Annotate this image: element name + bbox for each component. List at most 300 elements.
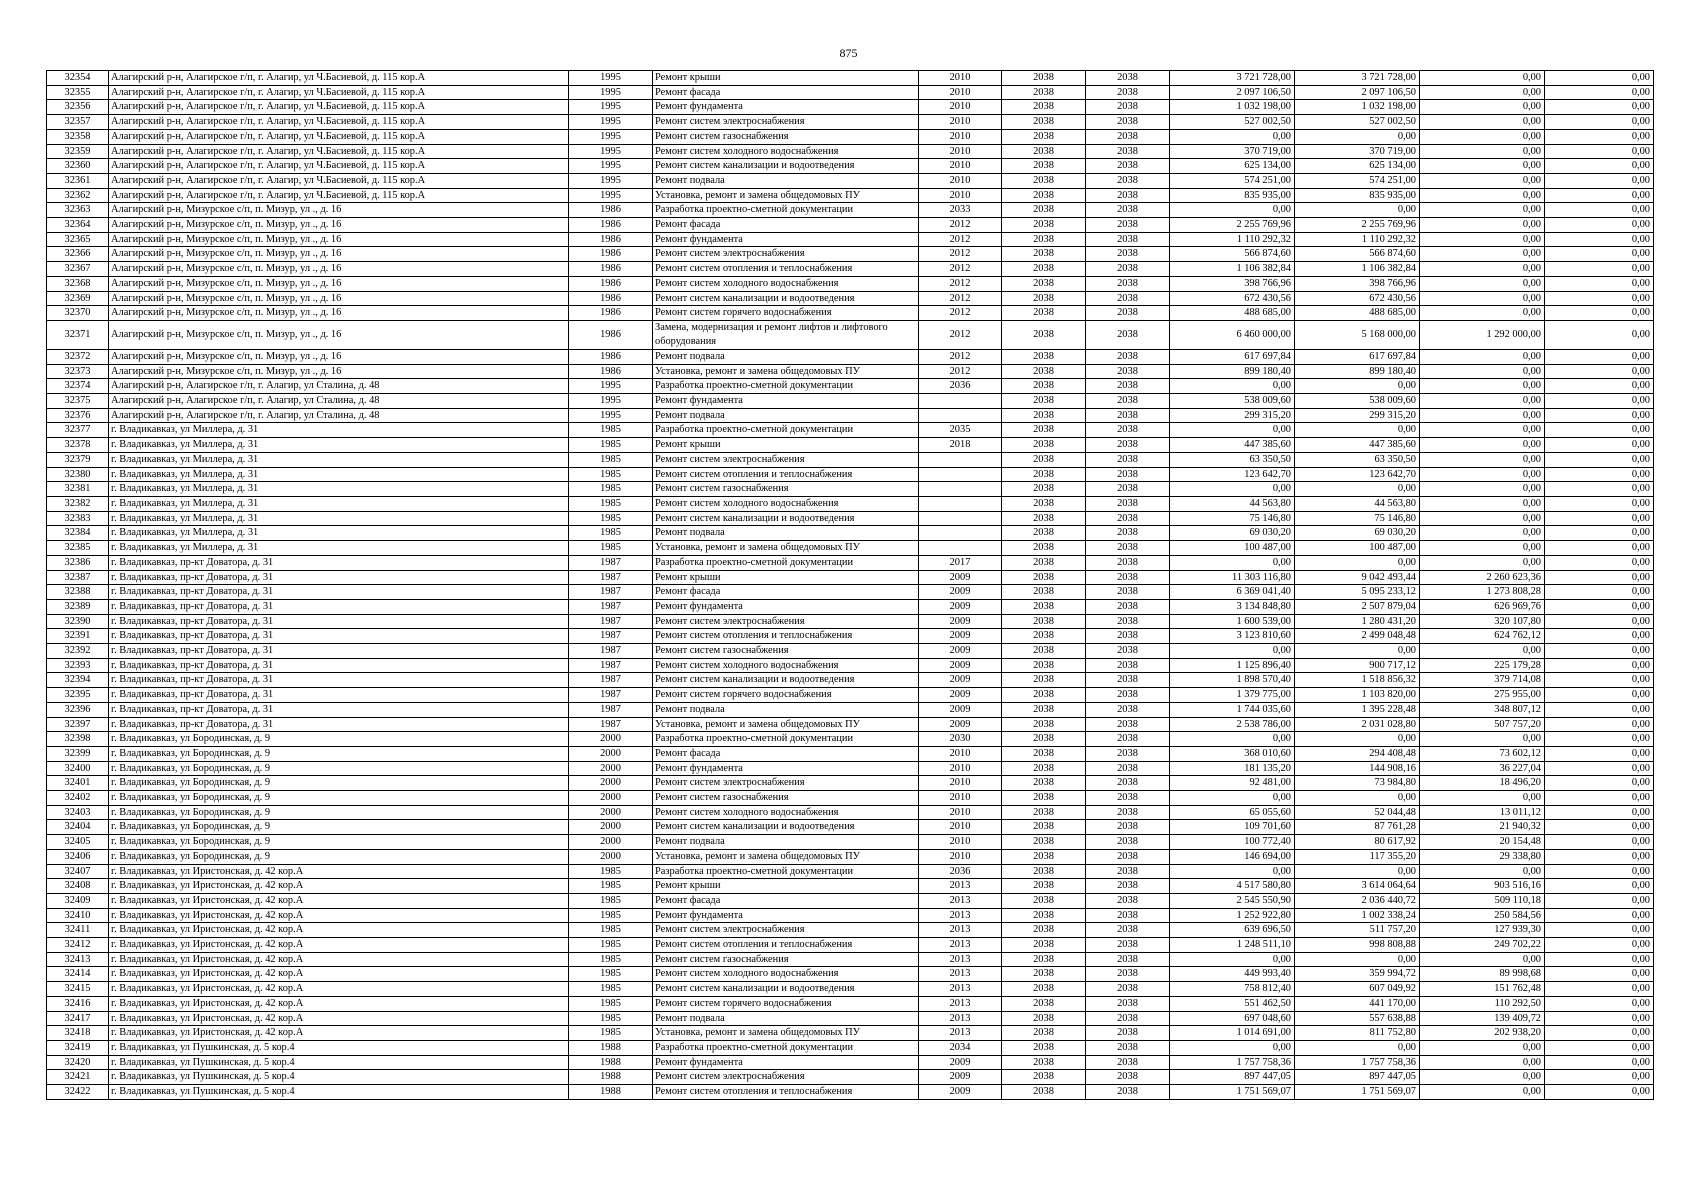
plan-year-from-cell: 2038 [1002, 717, 1086, 732]
work-type-cell: Ремонт систем холодного водоснабжения [653, 967, 919, 982]
budget-cost-cell: 0,00 [1420, 203, 1545, 218]
table-row [47, 159, 1654, 174]
other-cost-cell: 0,00 [1545, 100, 1654, 115]
address-cell: г. Владикавказ, пр-кт Доватора, д. 31 [109, 599, 569, 614]
plan-year-from-cell: 2038 [1002, 746, 1086, 761]
row-number-cell: 32365 [47, 232, 109, 247]
other-cost-cell: 0,00 [1545, 71, 1654, 86]
table-row [47, 629, 1654, 644]
row-number-cell: 32383 [47, 511, 109, 526]
budget-cost-cell: 0,00 [1420, 159, 1545, 174]
plan-year-from-cell: 2038 [1002, 541, 1086, 556]
budget-cost-cell: 0,00 [1420, 129, 1545, 144]
last-repair-year-cell: 2012 [919, 247, 1002, 262]
row-number-cell: 32391 [47, 629, 109, 644]
plan-year-to-cell: 2038 [1086, 849, 1170, 864]
address-cell: г. Владикавказ, пр-кт Доватора, д. 31 [109, 570, 569, 585]
plan-year-from-cell: 2038 [1002, 864, 1086, 879]
last-repair-year-cell: 2009 [919, 1070, 1002, 1085]
plan-year-to-cell: 2038 [1086, 702, 1170, 717]
fund-cost-cell: 1 110 292,32 [1295, 232, 1420, 247]
table-row [47, 746, 1654, 761]
build-year-cell: 1987 [569, 702, 653, 717]
row-number-cell: 32356 [47, 100, 109, 115]
total-cost-cell: 538 009,60 [1170, 394, 1295, 409]
table-body [47, 71, 1654, 1100]
other-cost-cell: 0,00 [1545, 276, 1654, 291]
total-cost-cell: 0,00 [1170, 423, 1295, 438]
row-number-cell: 32417 [47, 1011, 109, 1026]
row-number-cell: 32392 [47, 644, 109, 659]
address-cell: Алагирский р-н, Алагирское г/п, г. Алагир, ул Ч.Басиевой, д. 115 кор.А [109, 144, 569, 159]
row-number-cell: 32363 [47, 203, 109, 218]
budget-cost-cell: 0,00 [1420, 364, 1545, 379]
plan-year-to-cell: 2038 [1086, 173, 1170, 188]
build-year-cell: 1987 [569, 658, 653, 673]
build-year-cell: 1995 [569, 188, 653, 203]
work-type-cell: Ремонт подвала [653, 173, 919, 188]
fund-cost-cell: 811 752,80 [1295, 1026, 1420, 1041]
build-year-cell: 2000 [569, 849, 653, 864]
total-cost-cell: 488 685,00 [1170, 306, 1295, 321]
plan-year-to-cell: 2038 [1086, 761, 1170, 776]
budget-cost-cell: 110 292,50 [1420, 996, 1545, 1011]
plan-year-from-cell: 2038 [1002, 879, 1086, 894]
work-type-cell: Ремонт крыши [653, 71, 919, 86]
fund-cost-cell: 52 044,48 [1295, 805, 1420, 820]
work-type-cell: Разработка проектно-сметной документации [653, 203, 919, 218]
capital-repair-table [46, 70, 1654, 1100]
fund-cost-cell: 370 719,00 [1295, 144, 1420, 159]
plan-year-from-cell: 2038 [1002, 923, 1086, 938]
fund-cost-cell: 574 251,00 [1295, 173, 1420, 188]
budget-cost-cell: 0,00 [1420, 306, 1545, 321]
plan-year-to-cell: 2038 [1086, 938, 1170, 953]
plan-year-to-cell: 2038 [1086, 1055, 1170, 1070]
budget-cost-cell: 29 338,80 [1420, 849, 1545, 864]
row-number-cell: 32418 [47, 1026, 109, 1041]
build-year-cell: 1988 [569, 1085, 653, 1100]
fund-cost-cell: 69 030,20 [1295, 526, 1420, 541]
table-row [47, 1085, 1654, 1100]
work-type-cell: Ремонт фасада [653, 218, 919, 233]
last-repair-year-cell: 2010 [919, 849, 1002, 864]
other-cost-cell: 0,00 [1545, 173, 1654, 188]
budget-cost-cell: 626 969,76 [1420, 599, 1545, 614]
build-year-cell: 1987 [569, 644, 653, 659]
total-cost-cell: 566 874,60 [1170, 247, 1295, 262]
table-row [47, 379, 1654, 394]
table-row [47, 320, 1654, 349]
build-year-cell: 1985 [569, 908, 653, 923]
budget-cost-cell: 13 011,12 [1420, 805, 1545, 820]
build-year-cell: 1985 [569, 1011, 653, 1026]
fund-cost-cell: 100 487,00 [1295, 541, 1420, 556]
budget-cost-cell: 0,00 [1420, 349, 1545, 364]
build-year-cell: 1985 [569, 864, 653, 879]
other-cost-cell: 0,00 [1545, 1026, 1654, 1041]
plan-year-from-cell: 2038 [1002, 379, 1086, 394]
plan-year-from-cell: 2038 [1002, 452, 1086, 467]
plan-year-to-cell: 2038 [1086, 71, 1170, 86]
work-type-cell: Установка, ремонт и замена общедомовых ПУ [653, 364, 919, 379]
last-repair-year-cell: 2012 [919, 276, 1002, 291]
other-cost-cell: 0,00 [1545, 614, 1654, 629]
plan-year-to-cell: 2038 [1086, 879, 1170, 894]
plan-year-to-cell: 2038 [1086, 629, 1170, 644]
work-type-cell: Ремонт фундамента [653, 761, 919, 776]
other-cost-cell: 0,00 [1545, 658, 1654, 673]
last-repair-year-cell [919, 482, 1002, 497]
work-type-cell: Ремонт систем электроснабжения [653, 923, 919, 938]
row-number-cell: 32402 [47, 791, 109, 806]
work-type-cell: Ремонт систем горячего водоснабжения [653, 688, 919, 703]
total-cost-cell: 639 696,50 [1170, 923, 1295, 938]
budget-cost-cell: 2 260 623,36 [1420, 570, 1545, 585]
plan-year-to-cell: 2038 [1086, 644, 1170, 659]
address-cell: г. Владикавказ, ул Миллера, д. 31 [109, 438, 569, 453]
budget-cost-cell: 0,00 [1420, 555, 1545, 570]
total-cost-cell: 1 898 570,40 [1170, 673, 1295, 688]
address-cell: Алагирский р-н, Алагирское г/п, г. Алагир, ул Сталина, д. 48 [109, 408, 569, 423]
work-type-cell: Ремонт фундамента [653, 232, 919, 247]
plan-year-to-cell: 2038 [1086, 482, 1170, 497]
work-type-cell: Ремонт систем электроснабжения [653, 452, 919, 467]
total-cost-cell: 2 255 769,96 [1170, 218, 1295, 233]
other-cost-cell: 0,00 [1545, 673, 1654, 688]
fund-cost-cell: 1 103 820,00 [1295, 688, 1420, 703]
budget-cost-cell: 0,00 [1420, 262, 1545, 277]
address-cell: г. Владикавказ, ул Иристонская, д. 42 кор.А [109, 879, 569, 894]
plan-year-to-cell: 2038 [1086, 452, 1170, 467]
fund-cost-cell: 144 908,16 [1295, 761, 1420, 776]
last-repair-year-cell: 2009 [919, 1055, 1002, 1070]
other-cost-cell: 0,00 [1545, 688, 1654, 703]
fund-cost-cell: 123 642,70 [1295, 467, 1420, 482]
plan-year-to-cell: 2038 [1086, 144, 1170, 159]
address-cell: Алагирский р-н, Алагирское г/п, г. Алагир, ул Ч.Басиевой, д. 115 кор.А [109, 188, 569, 203]
address-cell: г. Владикавказ, ул Миллера, д. 31 [109, 541, 569, 556]
plan-year-from-cell: 2038 [1002, 893, 1086, 908]
table-row [47, 511, 1654, 526]
address-cell: г. Владикавказ, ул Иристонская, д. 42 кор.А [109, 893, 569, 908]
plan-year-from-cell: 2038 [1002, 364, 1086, 379]
work-type-cell: Ремонт систем холодного водоснабжения [653, 496, 919, 511]
other-cost-cell: 0,00 [1545, 85, 1654, 100]
plan-year-from-cell: 2038 [1002, 805, 1086, 820]
plan-year-to-cell: 2038 [1086, 218, 1170, 233]
other-cost-cell: 0,00 [1545, 247, 1654, 262]
other-cost-cell: 0,00 [1545, 364, 1654, 379]
last-repair-year-cell: 2013 [919, 982, 1002, 997]
other-cost-cell: 0,00 [1545, 702, 1654, 717]
fund-cost-cell: 359 994,72 [1295, 967, 1420, 982]
fund-cost-cell: 0,00 [1295, 644, 1420, 659]
build-year-cell: 1985 [569, 1026, 653, 1041]
row-number-cell: 32409 [47, 893, 109, 908]
address-cell: г. Владикавказ, ул Миллера, д. 31 [109, 511, 569, 526]
row-number-cell: 32412 [47, 938, 109, 953]
address-cell: Алагирский р-н, Мизурское с/п, п. Мизур, ул ., д. 16 [109, 203, 569, 218]
table-row [47, 232, 1654, 247]
work-type-cell: Ремонт фасада [653, 746, 919, 761]
row-number-cell: 32389 [47, 599, 109, 614]
plan-year-from-cell: 2038 [1002, 1011, 1086, 1026]
budget-cost-cell: 0,00 [1420, 100, 1545, 115]
last-repair-year-cell: 2009 [919, 717, 1002, 732]
total-cost-cell: 625 134,00 [1170, 159, 1295, 174]
plan-year-to-cell: 2038 [1086, 423, 1170, 438]
row-number-cell: 32406 [47, 849, 109, 864]
total-cost-cell: 672 430,56 [1170, 291, 1295, 306]
address-cell: г. Владикавказ, ул Миллера, д. 31 [109, 482, 569, 497]
table-row [47, 982, 1654, 997]
last-repair-year-cell: 2010 [919, 71, 1002, 86]
other-cost-cell: 0,00 [1545, 1041, 1654, 1056]
work-type-cell: Ремонт фундамента [653, 599, 919, 614]
address-cell: Алагирский р-н, Мизурское с/п, п. Мизур, ул ., д. 16 [109, 218, 569, 233]
row-number-cell: 32371 [47, 320, 109, 349]
table-row [47, 835, 1654, 850]
budget-cost-cell: 139 409,72 [1420, 1011, 1545, 1026]
row-number-cell: 32397 [47, 717, 109, 732]
last-repair-year-cell: 2010 [919, 100, 1002, 115]
work-type-cell: Ремонт систем холодного водоснабжения [653, 144, 919, 159]
plan-year-to-cell: 2038 [1086, 996, 1170, 1011]
other-cost-cell: 0,00 [1545, 599, 1654, 614]
table-row [47, 188, 1654, 203]
table-row [47, 129, 1654, 144]
work-type-cell: Ремонт подвала [653, 702, 919, 717]
table-row [47, 85, 1654, 100]
plan-year-to-cell: 2038 [1086, 203, 1170, 218]
total-cost-cell: 299 315,20 [1170, 408, 1295, 423]
build-year-cell: 1985 [569, 938, 653, 953]
table-row [47, 761, 1654, 776]
plan-year-from-cell: 2038 [1002, 276, 1086, 291]
fund-cost-cell: 2 507 879,04 [1295, 599, 1420, 614]
table-row [47, 452, 1654, 467]
address-cell: Алагирский р-н, Мизурское с/п, п. Мизур, ул ., д. 16 [109, 232, 569, 247]
build-year-cell: 1987 [569, 599, 653, 614]
other-cost-cell: 0,00 [1545, 864, 1654, 879]
work-type-cell: Ремонт систем отопления и теплоснабжения [653, 467, 919, 482]
total-cost-cell: 92 481,00 [1170, 776, 1295, 791]
total-cost-cell: 0,00 [1170, 1041, 1295, 1056]
last-repair-year-cell: 2009 [919, 599, 1002, 614]
plan-year-from-cell: 2038 [1002, 644, 1086, 659]
row-number-cell: 32388 [47, 585, 109, 600]
total-cost-cell: 1 125 896,40 [1170, 658, 1295, 673]
total-cost-cell: 398 766,96 [1170, 276, 1295, 291]
total-cost-cell: 3 721 728,00 [1170, 71, 1295, 86]
row-number-cell: 32381 [47, 482, 109, 497]
table-row [47, 262, 1654, 277]
budget-cost-cell: 20 154,48 [1420, 835, 1545, 850]
fund-cost-cell: 607 049,92 [1295, 982, 1420, 997]
address-cell: Алагирский р-н, Алагирское г/п, г. Алагир, ул Ч.Басиевой, д. 115 кор.А [109, 100, 569, 115]
address-cell: г. Владикавказ, ул Бородинская, д. 9 [109, 746, 569, 761]
work-type-cell: Разработка проектно-сметной документации [653, 732, 919, 747]
build-year-cell: 1995 [569, 144, 653, 159]
build-year-cell: 2000 [569, 791, 653, 806]
budget-cost-cell: 0,00 [1420, 952, 1545, 967]
plan-year-to-cell: 2038 [1086, 791, 1170, 806]
total-cost-cell: 123 642,70 [1170, 467, 1295, 482]
last-repair-year-cell: 2009 [919, 702, 1002, 717]
fund-cost-cell: 617 697,84 [1295, 349, 1420, 364]
row-number-cell: 32387 [47, 570, 109, 585]
address-cell: г. Владикавказ, ул Бородинская, д. 9 [109, 761, 569, 776]
plan-year-to-cell: 2038 [1086, 820, 1170, 835]
plan-year-from-cell: 2038 [1002, 482, 1086, 497]
fund-cost-cell: 44 563,80 [1295, 496, 1420, 511]
plan-year-to-cell: 2038 [1086, 732, 1170, 747]
plan-year-from-cell: 2038 [1002, 306, 1086, 321]
table-row [47, 555, 1654, 570]
plan-year-to-cell: 2038 [1086, 555, 1170, 570]
total-cost-cell: 3 123 810,60 [1170, 629, 1295, 644]
last-repair-year-cell: 2010 [919, 129, 1002, 144]
plan-year-to-cell: 2038 [1086, 805, 1170, 820]
plan-year-from-cell: 2038 [1002, 673, 1086, 688]
work-type-cell: Ремонт систем газоснабжения [653, 791, 919, 806]
work-type-cell: Ремонт фундамента [653, 1055, 919, 1070]
other-cost-cell: 0,00 [1545, 791, 1654, 806]
build-year-cell: 1986 [569, 232, 653, 247]
row-number-cell: 32422 [47, 1085, 109, 1100]
plan-year-from-cell: 2038 [1002, 732, 1086, 747]
fund-cost-cell: 0,00 [1295, 203, 1420, 218]
budget-cost-cell: 18 496,20 [1420, 776, 1545, 791]
table-row [47, 967, 1654, 982]
work-type-cell: Ремонт крыши [653, 438, 919, 453]
address-cell: Алагирский р-н, Алагирское г/п, г. Алагир, ул Ч.Басиевой, д. 115 кор.А [109, 159, 569, 174]
plan-year-to-cell: 2038 [1086, 599, 1170, 614]
fund-cost-cell: 511 757,20 [1295, 923, 1420, 938]
address-cell: г. Владикавказ, ул Пушкинская, д. 5 кор.4 [109, 1041, 569, 1056]
plan-year-to-cell: 2038 [1086, 570, 1170, 585]
budget-cost-cell: 1 292 000,00 [1420, 320, 1545, 349]
fund-cost-cell: 1 751 569,07 [1295, 1085, 1420, 1100]
build-year-cell: 1985 [569, 526, 653, 541]
last-repair-year-cell [919, 526, 1002, 541]
last-repair-year-cell: 2013 [919, 923, 1002, 938]
other-cost-cell: 0,00 [1545, 996, 1654, 1011]
plan-year-to-cell: 2038 [1086, 394, 1170, 409]
table-row [47, 820, 1654, 835]
total-cost-cell: 0,00 [1170, 952, 1295, 967]
plan-year-to-cell: 2038 [1086, 526, 1170, 541]
total-cost-cell: 0,00 [1170, 203, 1295, 218]
build-year-cell: 1985 [569, 952, 653, 967]
plan-year-from-cell: 2038 [1002, 496, 1086, 511]
row-number-cell: 32358 [47, 129, 109, 144]
other-cost-cell: 0,00 [1545, 320, 1654, 349]
row-number-cell: 32369 [47, 291, 109, 306]
plan-year-from-cell: 2038 [1002, 511, 1086, 526]
table-row [47, 673, 1654, 688]
address-cell: г. Владикавказ, ул Миллера, д. 31 [109, 526, 569, 541]
other-cost-cell: 0,00 [1545, 776, 1654, 791]
table-row [47, 776, 1654, 791]
table-row [47, 306, 1654, 321]
build-year-cell: 1995 [569, 379, 653, 394]
last-repair-year-cell: 2013 [919, 967, 1002, 982]
last-repair-year-cell: 2018 [919, 438, 1002, 453]
table-row [47, 732, 1654, 747]
other-cost-cell: 0,00 [1545, 938, 1654, 953]
fund-cost-cell: 1 395 228,48 [1295, 702, 1420, 717]
last-repair-year-cell: 2012 [919, 306, 1002, 321]
fund-cost-cell: 1 757 758,36 [1295, 1055, 1420, 1070]
total-cost-cell: 100 772,40 [1170, 835, 1295, 850]
fund-cost-cell: 0,00 [1295, 1041, 1420, 1056]
address-cell: г. Владикавказ, ул Иристонская, д. 42 кор.А [109, 952, 569, 967]
table-row [47, 541, 1654, 556]
table-row [47, 218, 1654, 233]
plan-year-from-cell: 2038 [1002, 423, 1086, 438]
row-number-cell: 32368 [47, 276, 109, 291]
row-number-cell: 32393 [47, 658, 109, 673]
other-cost-cell: 0,00 [1545, 306, 1654, 321]
plan-year-from-cell: 2038 [1002, 188, 1086, 203]
build-year-cell: 2000 [569, 835, 653, 850]
other-cost-cell: 0,00 [1545, 908, 1654, 923]
row-number-cell: 32420 [47, 1055, 109, 1070]
other-cost-cell: 0,00 [1545, 746, 1654, 761]
build-year-cell: 1995 [569, 129, 653, 144]
plan-year-from-cell: 2038 [1002, 247, 1086, 262]
work-type-cell: Ремонт систем канализации и водоотведения [653, 982, 919, 997]
last-repair-year-cell: 2010 [919, 159, 1002, 174]
table-row [47, 423, 1654, 438]
other-cost-cell: 0,00 [1545, 1070, 1654, 1085]
table-row [47, 879, 1654, 894]
address-cell: Алагирский р-н, Мизурское с/п, п. Мизур, ул ., д. 16 [109, 276, 569, 291]
budget-cost-cell: 0,00 [1420, 644, 1545, 659]
table-row [47, 438, 1654, 453]
address-cell: г. Владикавказ, ул Бородинская, д. 9 [109, 849, 569, 864]
total-cost-cell: 1 757 758,36 [1170, 1055, 1295, 1070]
build-year-cell: 1986 [569, 364, 653, 379]
fund-cost-cell: 2 255 769,96 [1295, 218, 1420, 233]
table-row [47, 482, 1654, 497]
fund-cost-cell: 87 761,28 [1295, 820, 1420, 835]
total-cost-cell: 6 369 041,40 [1170, 585, 1295, 600]
build-year-cell: 1986 [569, 247, 653, 262]
work-type-cell: Ремонт систем газоснабжения [653, 952, 919, 967]
other-cost-cell: 0,00 [1545, 115, 1654, 130]
address-cell: Алагирский р-н, Алагирское г/п, г. Алагир, ул Ч.Басиевой, д. 115 кор.А [109, 129, 569, 144]
total-cost-cell: 65 055,60 [1170, 805, 1295, 820]
work-type-cell: Ремонт крыши [653, 570, 919, 585]
address-cell: Алагирский р-н, Алагирское г/п, г. Алагир, ул Ч.Басиевой, д. 115 кор.А [109, 85, 569, 100]
address-cell: г. Владикавказ, пр-кт Доватора, д. 31 [109, 629, 569, 644]
plan-year-from-cell: 2038 [1002, 688, 1086, 703]
total-cost-cell: 2 545 550,90 [1170, 893, 1295, 908]
fund-cost-cell: 672 430,56 [1295, 291, 1420, 306]
plan-year-from-cell: 2038 [1002, 85, 1086, 100]
work-type-cell: Ремонт систем канализации и водоотведения [653, 511, 919, 526]
build-year-cell: 1986 [569, 291, 653, 306]
build-year-cell: 2000 [569, 732, 653, 747]
last-repair-year-cell: 2010 [919, 776, 1002, 791]
total-cost-cell: 63 350,50 [1170, 452, 1295, 467]
plan-year-from-cell: 2038 [1002, 1041, 1086, 1056]
address-cell: г. Владикавказ, ул Бородинская, д. 9 [109, 791, 569, 806]
address-cell: г. Владикавказ, пр-кт Доватора, д. 31 [109, 658, 569, 673]
